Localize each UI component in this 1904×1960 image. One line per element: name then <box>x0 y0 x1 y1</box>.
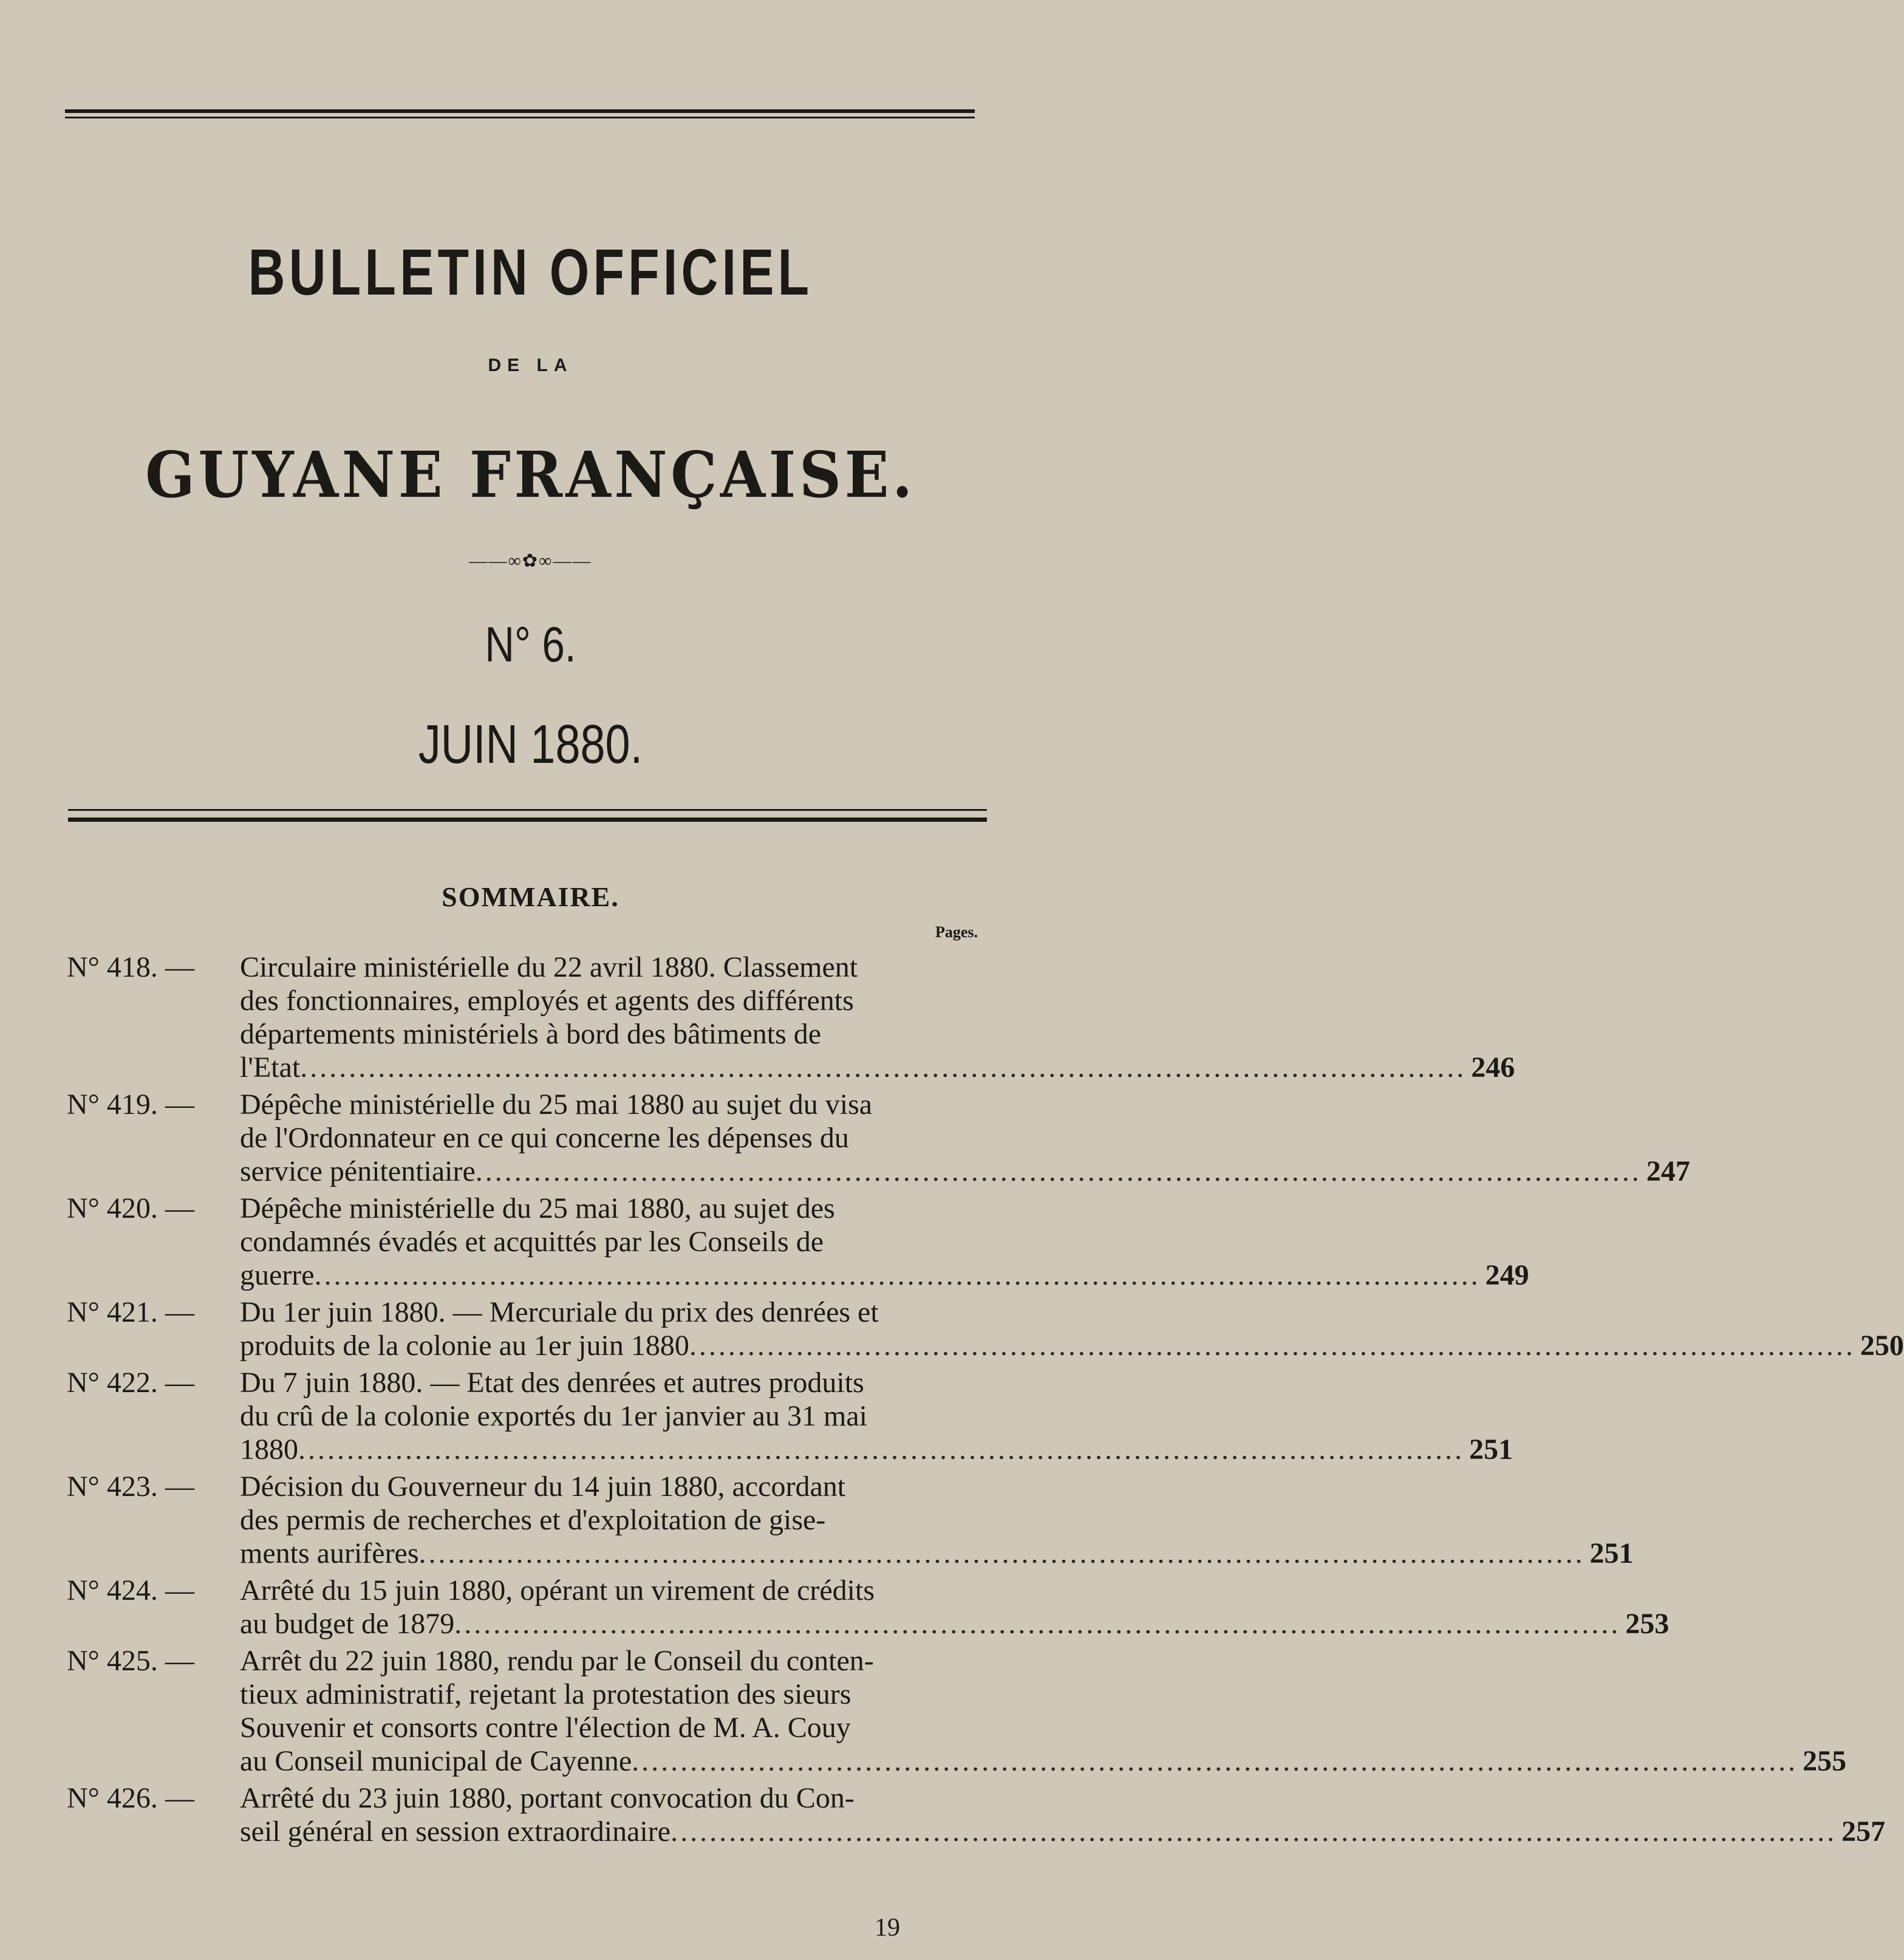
summary-entry <box>67 951 1515 1084</box>
colony-title: GUYANE FRANÇAISE. <box>145 437 916 512</box>
entry-text: service pénitentiaire <box>240 1155 476 1187</box>
entry-text: seil général en session extraordinaire <box>240 1815 671 1848</box>
entry-page-number: 251 <box>1469 1433 1513 1466</box>
entry-text: au budget de 1879 <box>240 1608 455 1640</box>
title-connector: DE LA <box>488 355 573 375</box>
entry-text: de l'Ordonnateur en ce qui concerne les dépenses du <box>240 1122 849 1154</box>
entry-line <box>240 1711 996 1744</box>
entry-line <box>240 1744 1847 1778</box>
entry-number: N° 423. — <box>67 1470 194 1503</box>
entry-text: ments aurifères <box>240 1537 419 1569</box>
pages-column-header: Pages. <box>935 923 978 941</box>
entry-line <box>240 951 996 984</box>
summary-entry <box>67 1296 1904 1362</box>
entry-text: 1880 <box>240 1433 298 1466</box>
issue-date: JUIN 1880. <box>418 714 643 775</box>
entry-page-number: 251 <box>1589 1537 1634 1569</box>
entry-text: Décision du Gouverneur du 14 juin 1880, accordant <box>240 1470 846 1503</box>
entry-text: Arrêté du 15 juin 1880, opérant un virement de crédits <box>240 1574 875 1607</box>
entry-line <box>240 1192 996 1225</box>
leader-dots: ........................................................................................................................ <box>300 1051 1467 1084</box>
leader-dots: ........................................................................................................................ <box>418 1537 1585 1569</box>
entry-line <box>240 1678 996 1711</box>
entry-text: Du 1er juin 1880. — Mercuriale du prix des denrées et <box>240 1296 879 1328</box>
entry-number: N° 419. — <box>67 1088 194 1121</box>
entry-line <box>240 1781 996 1815</box>
leader-dots: ........................................................................................................................ <box>670 1815 1837 1848</box>
entry-text: Arrêté du 23 juin 1880, portant convocation du Con- <box>240 1782 855 1814</box>
ornament-divider: ——∞✿∞—— <box>469 551 592 571</box>
summary-entry <box>67 1470 1634 1570</box>
entry-text: tieux administratif, rejetant la protestation des sieurs <box>240 1678 851 1710</box>
entry-page-number: 250 <box>1860 1330 1904 1362</box>
entry-page-number: 253 <box>1625 1608 1670 1640</box>
leader-dots: ........................................................................................................................ <box>454 1608 1621 1640</box>
entry-line <box>240 1470 996 1503</box>
entry-text: des permis de recherches et d'exploitation de gise- <box>240 1504 826 1536</box>
leader-dots: ........................................................................................................................ <box>689 1330 1855 1362</box>
page-folio: 19 <box>875 1914 900 1942</box>
summary-entry <box>67 1574 1670 1641</box>
entry-line <box>240 984 996 1017</box>
entry-line <box>240 1051 1515 1084</box>
entry-page-number: 247 <box>1646 1155 1690 1187</box>
entry-text: Arrêt du 22 juin 1880, rendu par le Conseil du conten- <box>240 1645 874 1677</box>
top-rule <box>65 109 975 113</box>
leader-dots: ........................................................................................................................ <box>632 1745 1798 1777</box>
entry-text: du crû de la colonie exportés du 1er janvier au 31 mai <box>240 1400 867 1432</box>
summary-entry <box>67 1781 1886 1848</box>
entry-number: N° 422. — <box>67 1367 194 1399</box>
entry-line <box>240 1155 1690 1188</box>
entry-line <box>240 1366 996 1399</box>
entry-line <box>240 1537 1634 1570</box>
leader-dots: ........................................................................................................................ <box>298 1433 1464 1466</box>
entry-page-number: 255 <box>1803 1745 1847 1777</box>
entry-number: N° 426. — <box>67 1782 194 1814</box>
summary-entry <box>67 1644 1847 1778</box>
entry-text: condamnés évadés et acquittés par les Conseils de <box>240 1226 824 1258</box>
entry-text: Dépêche ministérielle du 25 mai 1880 au sujet du visa <box>240 1088 873 1121</box>
entry-text: Souvenir et consorts contre l'élection de M. A. Couy <box>240 1712 851 1744</box>
entry-line <box>240 1088 996 1121</box>
leader-dots: ........................................................................................................................ <box>314 1259 1481 1291</box>
top-rule-thin <box>65 117 975 118</box>
entry-line <box>240 1296 996 1329</box>
entry-line <box>240 1329 1904 1362</box>
entry-text: l'Etat <box>240 1051 301 1084</box>
entry-line <box>240 1574 996 1607</box>
entry-number: N° 420. — <box>67 1192 194 1224</box>
summary-heading: SOMMAIRE. <box>442 881 619 912</box>
entry-line <box>240 1433 1513 1466</box>
bulletin-title: BULLETIN OFFICIEL <box>248 235 813 309</box>
leader-dots: ........................................................................................................................ <box>475 1155 1642 1187</box>
entry-text: Dépêche ministérielle du 25 mai 1880, au sujet des <box>240 1192 835 1224</box>
double-rule-top <box>68 809 987 811</box>
entry-line <box>240 1121 996 1155</box>
entry-page-number: 246 <box>1471 1051 1515 1084</box>
issue-number: N° 6. <box>485 617 576 672</box>
entry-number: N° 424. — <box>67 1574 194 1607</box>
entry-number: N° 425. — <box>67 1645 194 1677</box>
entry-number: N° 421. — <box>67 1296 194 1328</box>
entry-line <box>240 1644 996 1678</box>
entry-text: des fonctionnaires, employés et agents des différents <box>240 985 854 1017</box>
entry-text: départements ministériels à bord des bâtiments de <box>240 1018 822 1050</box>
entry-line <box>240 1017 996 1051</box>
entry-line <box>240 1399 996 1433</box>
entry-number: N° 418. — <box>67 951 194 983</box>
entry-line <box>240 1258 1529 1292</box>
summary-entry <box>67 1192 1529 1292</box>
double-rule-bottom <box>68 818 987 822</box>
entry-line <box>240 1225 996 1258</box>
entry-line <box>240 1503 996 1537</box>
entry-line <box>240 1607 1670 1641</box>
entry-text: produits de la colonie au 1er juin 1880 <box>240 1330 689 1362</box>
summary-entry <box>67 1366 1513 1466</box>
entry-text: Circulaire ministérielle du 22 avril 1880. Classement <box>240 951 858 983</box>
entry-page-number: 257 <box>1841 1815 1886 1848</box>
entry-text: guerre <box>240 1259 315 1291</box>
summary-entry-list <box>67 951 1904 1852</box>
entry-text: Du 7 juin 1880. — Etat des denrées et autres produits <box>240 1367 864 1399</box>
entry-line <box>240 1815 1886 1848</box>
entry-page-number: 249 <box>1485 1259 1529 1291</box>
summary-entry <box>67 1088 1690 1188</box>
entry-text: au Conseil municipal de Cayenne <box>240 1745 632 1777</box>
